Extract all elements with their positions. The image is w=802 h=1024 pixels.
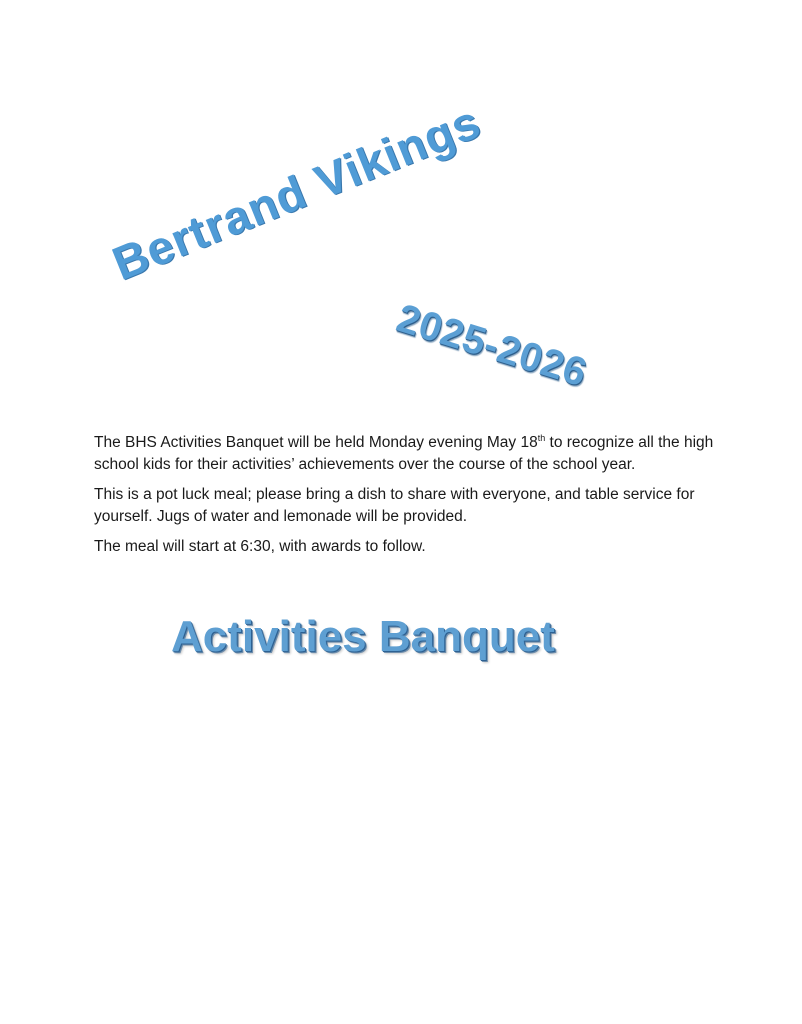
- announcement-text: [94, 432, 734, 566]
- paragraph-1-end: to recognize all the high school kids for their activities’ achievements over the course of the school year.: [94, 434, 714, 473]
- ordinal-suffix: th: [537, 432, 546, 443]
- school-name-wordart: Bertrand Vikings: [105, 94, 488, 291]
- school-year-wordart: 2025-2026: [391, 295, 592, 396]
- paragraph-1-start: The BHS Activities Banquet will be held Monday evening May 18: [94, 434, 538, 451]
- announcement-paragraph-3: The meal will start at 6:30, with awards to follow.: [94, 538, 426, 555]
- announcement-paragraph-1: [94, 432, 734, 476]
- announcement-paragraph-2: This is a pot luck meal; please bring a dish to share with everyone, and table service for yourself. Jugs of water and lemonade will be provided.: [94, 486, 695, 525]
- activities-banquet-wordart: Activities Banquet: [171, 612, 555, 661]
